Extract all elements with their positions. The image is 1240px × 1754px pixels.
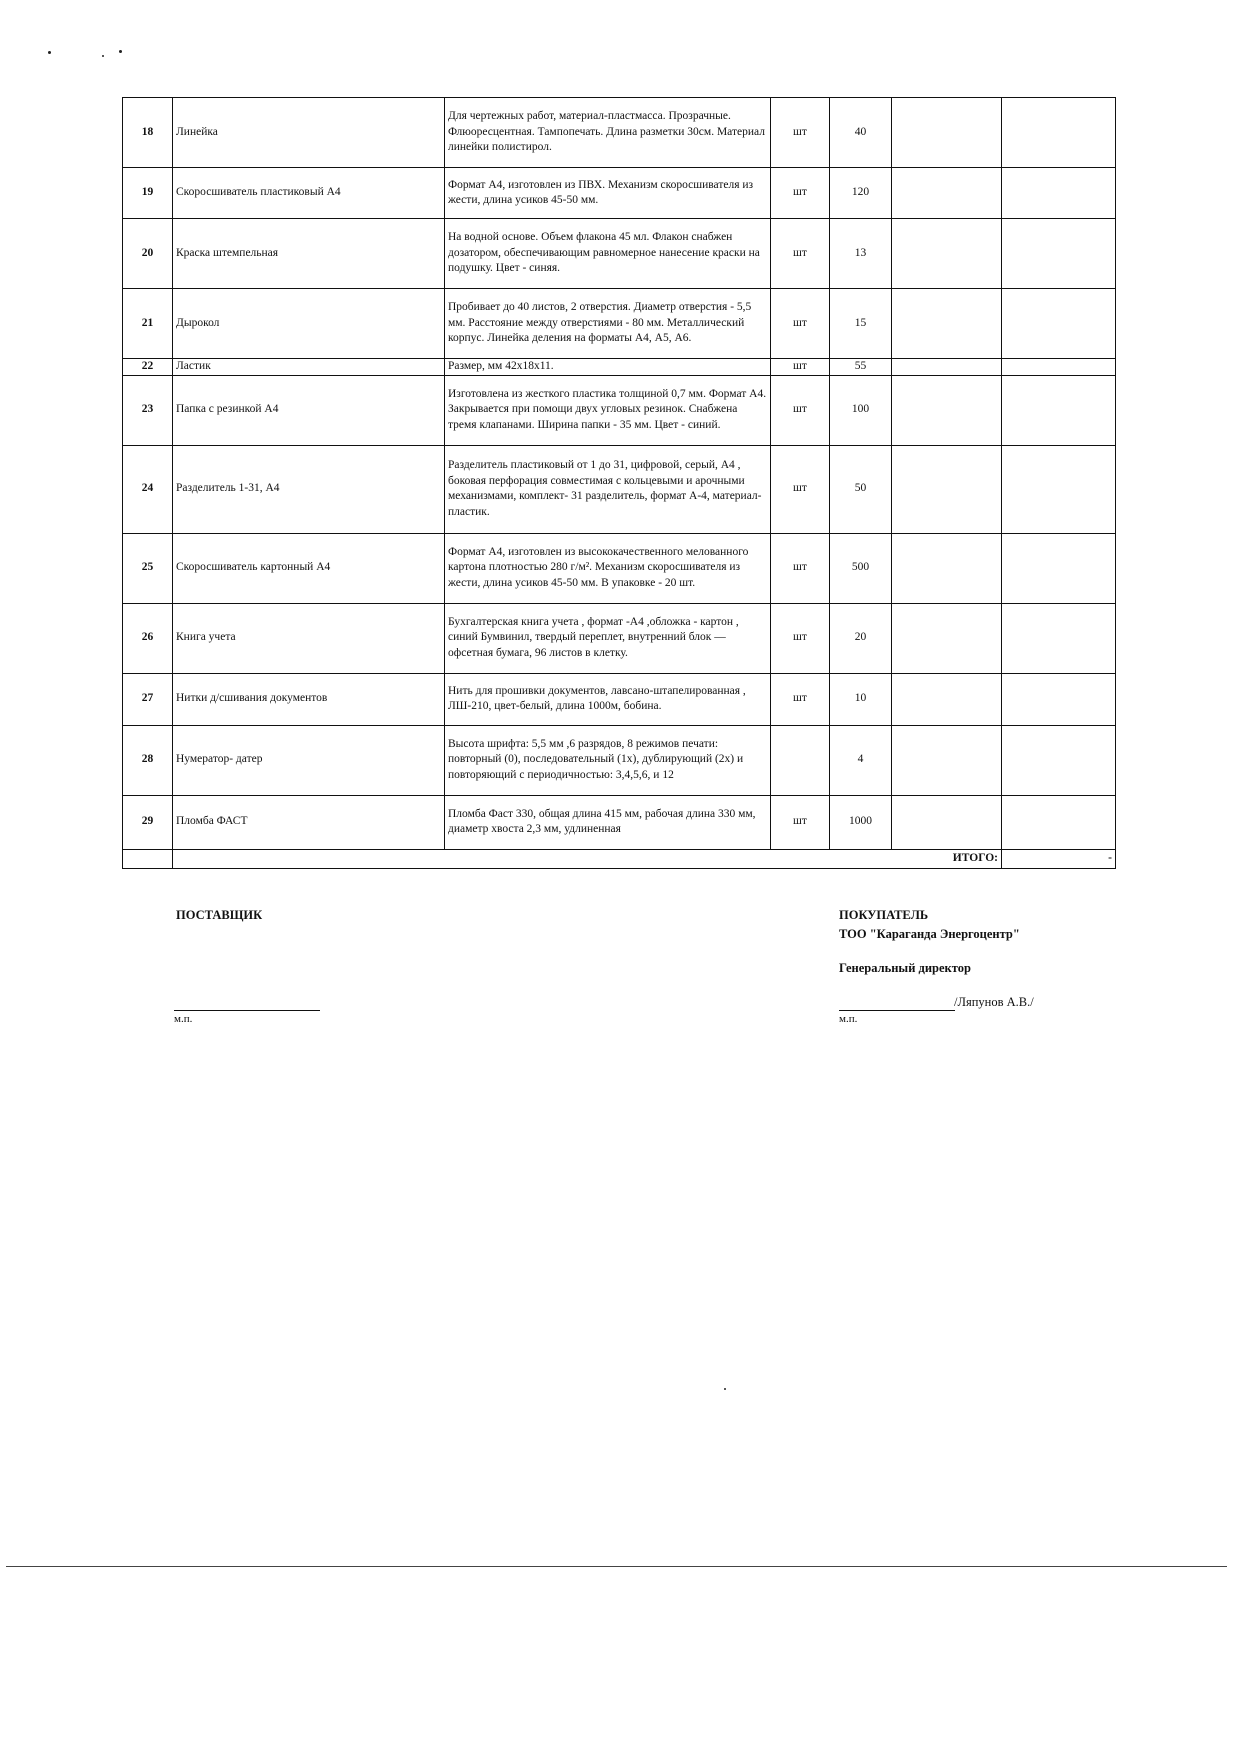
item-description-cell: Изготовлена из жесткого пластика толщиной 0,7 мм. Формат А4. Закрывается при помощи двух угловых резинок. Снабжена тремя клапанами. Ширина папки - 35 мм. Цвет - синий. xyxy=(445,375,771,445)
item-name-cell: Разделитель 1-31, А4 xyxy=(173,445,445,533)
item-price-cell xyxy=(892,289,1002,359)
supplier-signature-line xyxy=(174,1010,320,1011)
item-quantity-cell: 120 xyxy=(830,168,892,219)
buyer-position: Генеральный директор xyxy=(839,961,971,975)
table-row xyxy=(123,445,1116,533)
item-sum-cell xyxy=(1002,98,1116,168)
item-price-cell xyxy=(892,603,1002,673)
item-number-cell: 25 xyxy=(123,533,173,603)
item-description-cell: Нить для прошивки документов, лавсано-штапелированная , ЛШ-210, цвет-белый, длина 1000м, бобина. xyxy=(445,673,771,725)
item-price-cell xyxy=(892,445,1002,533)
item-unit-cell: шт xyxy=(771,289,830,359)
supplier-heading: ПОСТАВЩИК xyxy=(176,908,263,922)
item-price-cell xyxy=(892,359,1002,376)
item-number-cell: 24 xyxy=(123,445,173,533)
item-name-cell: Скоросшиватель пластиковый А4 xyxy=(173,168,445,219)
table-row xyxy=(123,673,1116,725)
table-row xyxy=(123,375,1116,445)
item-description-cell: Формат А4, изготовлен из ПВХ. Механизм скоросшивателя из жести, длина усиков 45-50 мм. xyxy=(445,168,771,219)
item-name-cell: Ластик xyxy=(173,359,445,376)
item-sum-cell xyxy=(1002,445,1116,533)
item-number-cell: 22 xyxy=(123,359,173,376)
item-name-cell: Нумератор- датер xyxy=(173,725,445,795)
item-description-cell: Разделитель пластиковый от 1 до 31, цифровой, серый, А4 , боковая перфорация совместимая с кольцевыми и арочными механизмами, комплект- 31 разделитель, формат А-4, материал-пластик. xyxy=(445,445,771,533)
item-price-cell xyxy=(892,98,1002,168)
total-label: ИТОГО: xyxy=(173,849,1002,868)
item-price-cell xyxy=(892,533,1002,603)
table-body xyxy=(123,98,1116,869)
item-number-cell: 26 xyxy=(123,603,173,673)
item-number-cell: 28 xyxy=(123,725,173,795)
item-quantity-cell: 15 xyxy=(830,289,892,359)
table-row xyxy=(123,795,1116,849)
item-unit-cell: шт xyxy=(771,168,830,219)
scan-speck xyxy=(119,50,122,53)
total-empty-cell xyxy=(123,849,173,868)
item-number-cell: 27 xyxy=(123,673,173,725)
item-description-cell: Формат А4, изготовлен из высококачественного мелованного картона плотностью 280 г/м². Механизм скоросшивателя из жести, длина усиков 45-50 мм. В упаковке - 20 шт. xyxy=(445,533,771,603)
item-name-cell: Дырокол xyxy=(173,289,445,359)
item-unit-cell xyxy=(771,725,830,795)
total-value: - xyxy=(1002,849,1116,868)
item-quantity-cell: 40 xyxy=(830,98,892,168)
item-number-cell: 18 xyxy=(123,98,173,168)
buyer-signatory: /Ляпунов А.В./ xyxy=(954,995,1034,1009)
item-quantity-cell: 100 xyxy=(830,375,892,445)
item-unit-cell: шт xyxy=(771,359,830,376)
specification-table xyxy=(122,97,1116,869)
table-row xyxy=(123,289,1116,359)
item-description-cell: Для чертежных работ, материал-пластмасса. Прозрачные. Флюоресцентная. Тампопечать. Длина разметки 30см. Материал линейки полистирол. xyxy=(445,98,771,168)
table-row xyxy=(123,603,1116,673)
item-sum-cell xyxy=(1002,375,1116,445)
supplier-stamp: м.п. xyxy=(174,1013,193,1025)
item-quantity-cell: 10 xyxy=(830,673,892,725)
item-quantity-cell: 1000 xyxy=(830,795,892,849)
item-price-cell xyxy=(892,673,1002,725)
item-quantity-cell: 13 xyxy=(830,219,892,289)
item-name-cell: Книга учета xyxy=(173,603,445,673)
table-row xyxy=(123,168,1116,219)
item-sum-cell xyxy=(1002,603,1116,673)
buyer-signature-line xyxy=(839,1010,955,1011)
buyer-heading: ПОКУПАТЕЛЬ xyxy=(839,908,929,922)
table-row xyxy=(123,359,1116,376)
table-row xyxy=(123,725,1116,795)
item-quantity-cell: 4 xyxy=(830,725,892,795)
scan-speck xyxy=(724,1388,726,1390)
table-row xyxy=(123,533,1116,603)
buyer-stamp: м.п. xyxy=(839,1013,858,1025)
item-quantity-cell: 55 xyxy=(830,359,892,376)
item-sum-cell xyxy=(1002,219,1116,289)
item-quantity-cell: 50 xyxy=(830,445,892,533)
item-number-cell: 23 xyxy=(123,375,173,445)
table-row xyxy=(123,98,1116,168)
item-sum-cell xyxy=(1002,673,1116,725)
item-number-cell: 29 xyxy=(123,795,173,849)
item-description-cell: Пломба Фаст 330, общая длина 415 мм, рабочая длина 330 мм, диаметр хвоста 2,3 мм, удлиненная xyxy=(445,795,771,849)
item-description-cell: Размер, мм 42х18х11. xyxy=(445,359,771,376)
item-sum-cell xyxy=(1002,359,1116,376)
item-sum-cell xyxy=(1002,725,1116,795)
item-name-cell: Пломба ФАСТ xyxy=(173,795,445,849)
total-row xyxy=(123,849,1116,868)
item-price-cell xyxy=(892,168,1002,219)
item-unit-cell: шт xyxy=(771,445,830,533)
item-unit-cell: шт xyxy=(771,673,830,725)
item-unit-cell: шт xyxy=(771,795,830,849)
scan-speck xyxy=(102,55,104,57)
item-unit-cell: шт xyxy=(771,375,830,445)
item-price-cell xyxy=(892,725,1002,795)
item-price-cell xyxy=(892,375,1002,445)
item-name-cell: Краска штемпельная xyxy=(173,219,445,289)
item-sum-cell xyxy=(1002,289,1116,359)
item-unit-cell: шт xyxy=(771,603,830,673)
item-description-cell: На водной основе. Объем флакона 45 мл. Флакон снабжен дозатором, обеспечивающим равномерное нанесение краски на подушку. Цвет - синяя. xyxy=(445,219,771,289)
page-divider xyxy=(6,1566,1227,1567)
item-unit-cell: шт xyxy=(771,533,830,603)
item-price-cell xyxy=(892,219,1002,289)
item-number-cell: 20 xyxy=(123,219,173,289)
item-quantity-cell: 20 xyxy=(830,603,892,673)
item-name-cell: Нитки д/сшивания документов xyxy=(173,673,445,725)
item-price-cell xyxy=(892,795,1002,849)
item-description-cell: Бухгалтерская книга учета , формат -А4 ,обложка - картон , синий Бумвинил, твердый переплет, внутренний блок — офсетная бумага, 96 листов в клетку. xyxy=(445,603,771,673)
item-unit-cell: шт xyxy=(771,219,830,289)
table-row xyxy=(123,219,1116,289)
item-description-cell: Пробивает до 40 листов, 2 отверстия. Диаметр отверстия - 5,5 мм. Расстояние между отверстиями - 80 мм. Металлический корпус. Линейка деления на форматы А4, А5, А6. xyxy=(445,289,771,359)
item-unit-cell: шт xyxy=(771,98,830,168)
item-description-cell: Высота шрифта: 5,5 мм ,6 разрядов, 8 режимов печати: повторный (0), последовательный (1х), дублирующий (2х) и повторяющий с периодичностью: 3,4,5,6, и 12 xyxy=(445,725,771,795)
item-name-cell: Папка с резинкой А4 xyxy=(173,375,445,445)
item-quantity-cell: 500 xyxy=(830,533,892,603)
scan-speck xyxy=(48,51,51,54)
item-name-cell: Линейка xyxy=(173,98,445,168)
item-sum-cell xyxy=(1002,168,1116,219)
item-number-cell: 21 xyxy=(123,289,173,359)
item-name-cell: Скоросшиватель картонный А4 xyxy=(173,533,445,603)
item-number-cell: 19 xyxy=(123,168,173,219)
item-sum-cell xyxy=(1002,533,1116,603)
buyer-company: ТОО "Караганда Энергоцентр" xyxy=(839,927,1020,941)
item-sum-cell xyxy=(1002,795,1116,849)
